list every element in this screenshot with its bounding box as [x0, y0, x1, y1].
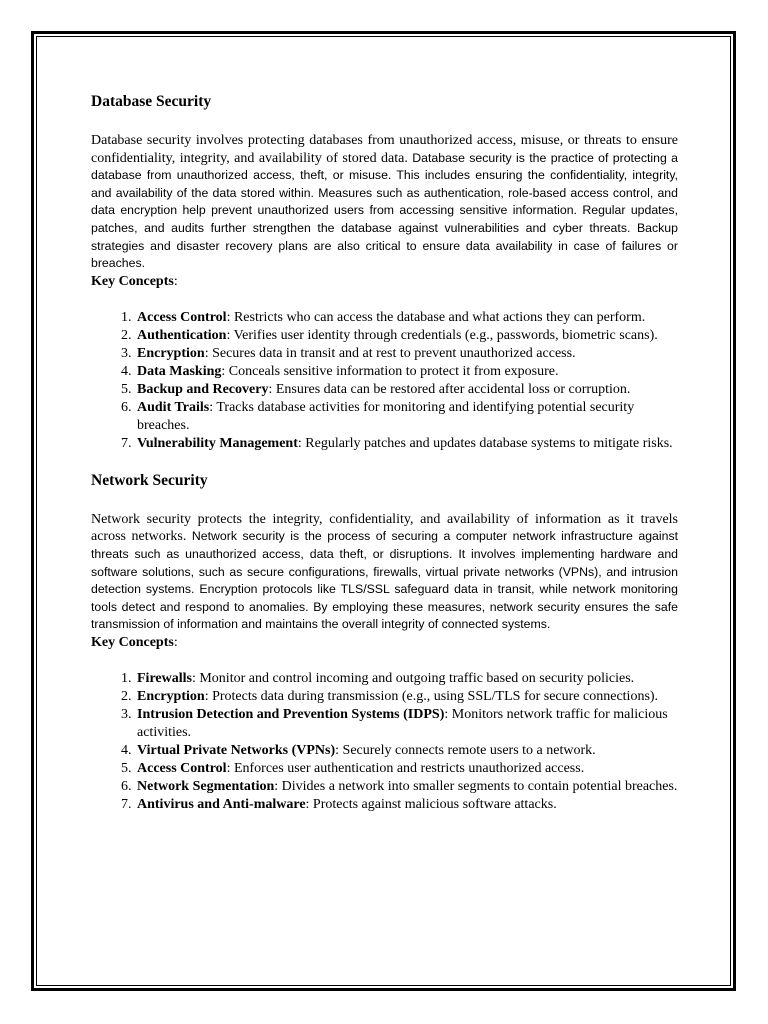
- concept-term: Backup and Recovery: [137, 381, 269, 397]
- concept-term: Network Segmentation: [137, 778, 275, 794]
- concept-term: Authentication: [137, 327, 227, 343]
- concept-desc: : Divides a network into smaller segments to contain potential breaches.: [274, 778, 678, 794]
- concept-term: Encryption: [137, 688, 205, 704]
- list-item: [135, 688, 678, 706]
- key-concepts-label: [91, 634, 678, 652]
- concept-desc: : Secures data in transit and at rest to prevent unauthorized access.: [204, 345, 576, 361]
- section-title: Database Security: [91, 93, 212, 110]
- intro-sans-text: Database security is the practice of protecting a database from unauthorized access, theft, or misuse. This includes ensuring the confidentiality, integrity, and availability of the data stored within. Measures such as authentication, role-based access control, and data encryption help prevent unauthorized users from accessing sensitive information. Regular updates, patches, and audits further strengthen the database against vulnerabilities and cyber threats. Backup strategies and disaster recovery plans are also critical to ensure data availability in case of failures or breaches.: [91, 150, 679, 271]
- concept-desc: : Protects against malicious software attacks.: [305, 796, 557, 812]
- concept-term: Firewalls: [137, 670, 192, 686]
- key-concepts-heading: Key Concepts: [91, 273, 174, 289]
- list-item: [135, 670, 678, 688]
- concept-desc: : Ensures data can be restored after accidental loss or corruption.: [268, 381, 631, 397]
- list-item: [135, 778, 678, 796]
- section-network-security: [91, 471, 678, 814]
- list-item: [135, 399, 678, 435]
- list-item: [135, 345, 678, 363]
- concept-desc: : Regularly patches and updates database systems to mitigate risks.: [297, 435, 673, 451]
- list-item: [135, 706, 678, 742]
- key-concepts-list: [91, 670, 678, 814]
- key-concepts-colon: :: [173, 273, 178, 289]
- concept-term: Access Control: [137, 309, 227, 325]
- concept-desc: : Monitors network traffic for malicious activities.: [137, 706, 668, 740]
- section-intro: [91, 511, 678, 634]
- section-title: Network Security: [91, 471, 208, 489]
- concept-term: Audit Trails: [137, 399, 210, 415]
- list-item: [135, 363, 678, 381]
- list-item: [135, 327, 678, 345]
- intro-sans-text: Network security is the process of securing a computer network infrastructure against threats such as unauthorized access, data theft, or disruptions. It involves implementing hardware and software solutions, such as secure configurations, firewalls, virtual private networks (VPNs), and intrusion detection systems. Encryption protocols like TLS/SSL safeguard data in transit, while network monitoring tools detect and respond to anomalies. By employing these measures, network security ensures the safe transmission of information and maintains the overall integrity of connected systems.: [91, 529, 679, 632]
- concept-desc: : Enforces user authentication and restricts unauthorized access.: [226, 760, 585, 776]
- document-body: [91, 92, 678, 814]
- list-item: [135, 309, 678, 327]
- list-item: [135, 796, 678, 814]
- key-concepts-heading: Key Concepts: [91, 634, 174, 650]
- concept-term: Virtual Private Networks (VPNs): [137, 742, 336, 758]
- intro-serif-text: Database security involves protecting databases from unauthorized access, misuse, or threats to ensure confidentiality, integrity, and availability of stored data.: [91, 133, 678, 166]
- key-concepts-list: [91, 309, 678, 453]
- concept-term: Access Control: [137, 760, 227, 776]
- concept-term: Data Masking: [137, 363, 222, 379]
- list-item: [135, 381, 678, 399]
- concept-desc: : Verifies user identity through credentials (e.g., passwords, biometric scans).: [226, 327, 658, 343]
- concept-term: Encryption: [137, 345, 205, 361]
- list-item: [135, 760, 678, 778]
- concept-term: Antivirus and Anti-malware: [137, 796, 306, 812]
- key-concepts-label: [91, 273, 678, 291]
- key-concepts-colon: :: [173, 634, 178, 650]
- concept-term: Vulnerability Management: [137, 435, 298, 451]
- concept-desc: : Restricts who can access the database and what actions they can perform.: [226, 309, 646, 325]
- list-item: [135, 742, 678, 760]
- section-database-security: [91, 92, 678, 453]
- section-intro: [91, 132, 678, 273]
- concept-desc: : Protects data during transmission (e.g., using SSL/TLS for secure connections).: [204, 688, 659, 704]
- concept-term: Intrusion Detection and Prevention Systems (IDPS): [137, 706, 445, 722]
- concept-desc: : Conceals sensitive information to protect it from exposure.: [221, 363, 559, 379]
- intro-serif-text: Network security protects the integrity, confidentiality, and availability of information as it travels across networks.: [91, 511, 678, 545]
- concept-desc: : Monitor and control incoming and outgoing traffic based on security policies.: [191, 670, 635, 686]
- concept-desc: : Securely connects remote users to a network.: [335, 742, 596, 758]
- concept-desc: : Tracks database activities for monitoring and identifying potential security breaches.: [137, 399, 635, 433]
- list-item: [135, 435, 678, 453]
